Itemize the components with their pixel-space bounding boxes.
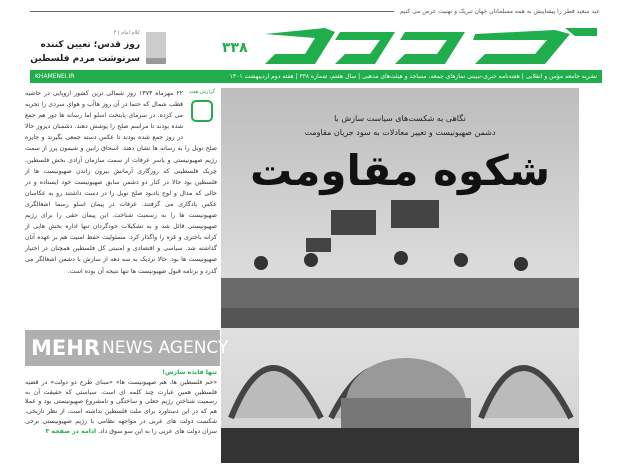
article-column: گزارش هفته ۲۲ مهرماه ۱۳۷۳ روز شمالی ترین کشور اروپایی در حاشیه قطب شمال که حتما در آن روز هاآب و هوای سردی را تجربه می کرده. در سرمای پایتخت اسلو اما رسانه ها دور هم جمع شده بودند تا مراسم صلح را پوشش دهند. دشمنان دیروز حالا در روز جمع شده بودند تا عکس دسته جمعی بگیرند و جایزه صلح نوبل را به رسانه ها نشان دهند. اسحاق رابین و شیمون پرز از سمت رژیم صهیونیستی و یاسر عرفات از سمت سازمان آزادی بخش فلسطین. چریک فلسطینی که روزگاری آرمانش بیرون راندن صهیونیست ها از فلسطین بود حالا در کنار دو دشمن سابق صهیونیست خود ایستاده و در حالی که مدال و لوح یادبود صلح نوبل را در دست داشتند رو به عکاسان عکس یادگاری می گرفتند. عرفات در پیمان اسلو رسما اشغالگری صهیونیست ها را به رسمیت شناخت. این پیمان حقی را برای رژیم صهیونیستی قائل شد و به تشکیلات خودگردان تنها اداره بخش هایی از کرانه باختری و غزه را واگذار کرد. مسئولیت حفظ امنیت هم بر عهده آنان گذاشته شد. سیاسی و اقتصادی و امنیتی کل فلسطین همچنان در اختیار صهیونیست ها بود. حالا نزدیک به سه دهه از سازش با دشمن اشغالگر می گذرد و برنامه قبول صهیونیست ها تنها نتیجه آن بوده است. xyxy=(25,89,217,275)
report-badge: گزارش هفته xyxy=(187,88,217,138)
site-link[interactable]: KHAMENEI.IR xyxy=(35,73,75,80)
continue-link[interactable]: ادامه در صفحه ۳ xyxy=(45,427,97,435)
cover-kicker: نگاهی به شکست‌های سیاست سازش با دشمن صهیونیست و تغییر معادلات به سود جریان مقاومت xyxy=(304,114,496,137)
info-band: نشریه جامعه مؤمن و انقلابی | هفته‌نامه خبری-تبیینی نمازهای جمعه، مساجد و هیئت‌های مذهبی | سال هفتم، شماره ۳۳۸ | هفته دوم اردیبهشت ۱۴۰۱ KHAMENEI.IR xyxy=(30,70,602,83)
cover-photo xyxy=(221,88,579,463)
watermark: MEHR NEWS AGENCY xyxy=(25,330,220,366)
mosque-scene xyxy=(221,88,579,463)
report-icon xyxy=(191,100,213,122)
issue-number: ۳۳۸ xyxy=(222,40,248,56)
top-notice: عید سعید فطر را پیشاپیش به همه مسلمانان جهان تبریک و تهنیت عرض می کنیم xyxy=(30,5,600,17)
side-teaser[interactable]: کلام امام | ۴ روز قدس؛ تعیین کننده سرنوشت مردم فلسطین xyxy=(60,28,170,68)
subhead: تنها فایده سازش! xyxy=(162,369,217,376)
masthead-logo xyxy=(225,24,600,68)
article-column-continued: تنها فایده سازش! «حم فلسطین ها، هم صهیونیست ها» «مبنای طرح دو دولت» در قضیه فلسطین همین عبارت چند کلمه ای است. سیاستی که حقیقت آن به رسمیت شناختن رژیم جعلی و ساختگی و نامشروع صهیونیستی بود و عملا هم که در این دستاورد برای ملت فلسطین نداشته است. از نظر تاریخی، شکست دولت های عربی در مواجهه نظامی با رژیم صهیونیستی برخی سران دولت های عربی را به این سو سوق داد. ادامه در صفحه ۳ xyxy=(25,369,217,435)
cover-headline: شکوه مقاومت xyxy=(249,146,551,195)
book-icon xyxy=(146,32,166,64)
divider xyxy=(30,11,394,12)
